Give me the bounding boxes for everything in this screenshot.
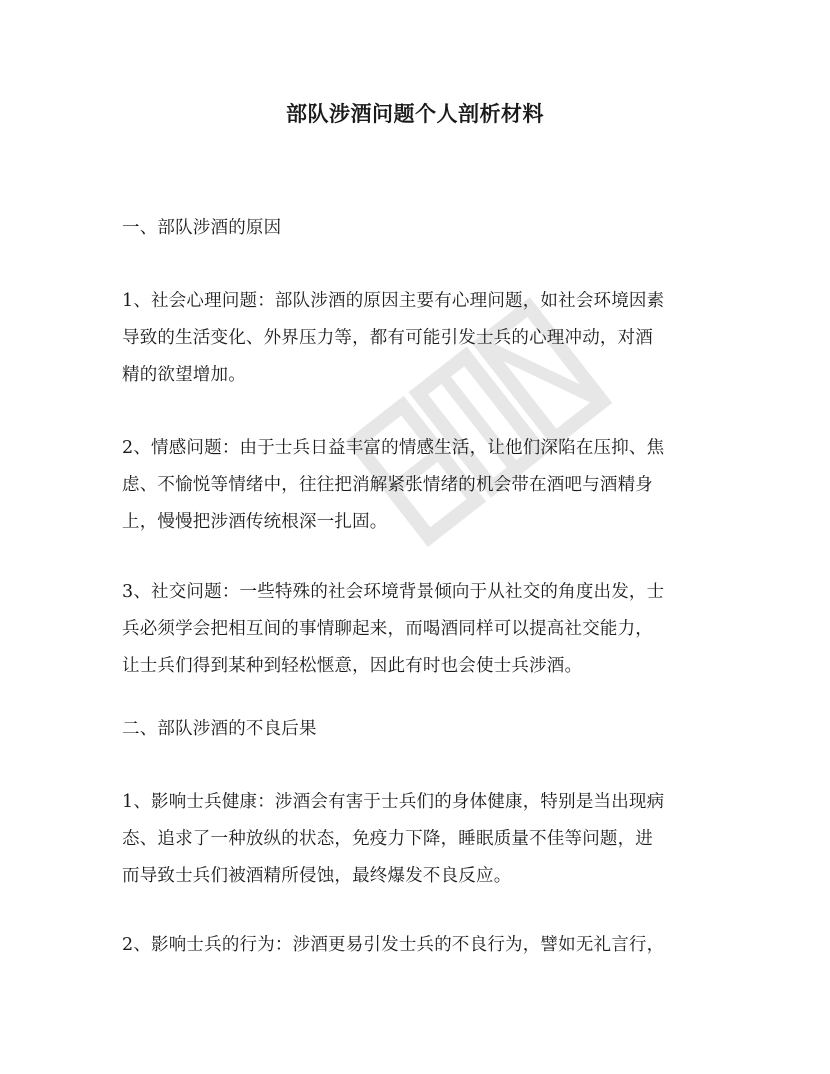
section-heading-consequences (122, 711, 714, 748)
paragraph-social-psychology (122, 283, 714, 394)
paragraph-line: 而导致士兵们被酒精所侵蚀，最终爆发不良反应。 (122, 866, 512, 886)
paragraph-line: 1、影响士兵健康：涉酒会有害于士兵们的身体健康，特别是当出现病 (122, 792, 665, 812)
paragraph-line: 上，慢慢把涉酒传统根深一扎固。 (122, 512, 388, 532)
paragraph-health-impact (122, 784, 714, 895)
paragraph-emotional-issues (122, 430, 714, 541)
paragraph-line: 兵必须学会把相互间的事情聊起来，而喝酒同样可以提高社交能力， (122, 619, 653, 639)
section-heading-causes (122, 210, 714, 247)
paragraph-social-issues (122, 574, 714, 685)
section-heading-text: 一、部队涉酒的原因 (122, 218, 282, 238)
paragraph-line: 让士兵们得到某种到轻松惬意，因此有时也会使士兵涉酒。 (122, 656, 583, 676)
paragraph-line: 导致的生活变化、外界压力等，都有可能引发士兵的心理冲动，对酒 (122, 328, 653, 348)
paragraph-line: 2、影响士兵的行为：涉酒更易引发士兵的不良行为，譬如无礼言行， (122, 935, 665, 955)
page-title: 部队涉酒问题个人剖析材料 (286, 101, 544, 126)
paragraph-behavior-impact (122, 927, 714, 964)
paragraph-line: 2、情感问题：由于士兵日益丰富的情感生活，让他们深陷在压抑、焦 (122, 438, 665, 458)
paragraph-line: 1、社会心理问题：部队涉酒的原因主要有心理问题，如社会环境因素 (122, 291, 665, 311)
section-heading-text: 二、部队涉酒的不良后果 (122, 719, 317, 739)
paragraph-line: 3、社交问题：一些特殊的社会环境背景倾向于从社交的角度出发，士 (122, 582, 665, 602)
paragraph-line: 虑、不愉悦等情绪中，往往把消解紧张情绪的机会带在酒吧与酒精身 (122, 475, 653, 495)
paragraph-line: 态、追求了一种放纵的状态，免疫力下降，睡眠质量不佳等问题，进 (122, 829, 653, 849)
paragraph-line: 精的欲望增加。 (122, 365, 246, 385)
